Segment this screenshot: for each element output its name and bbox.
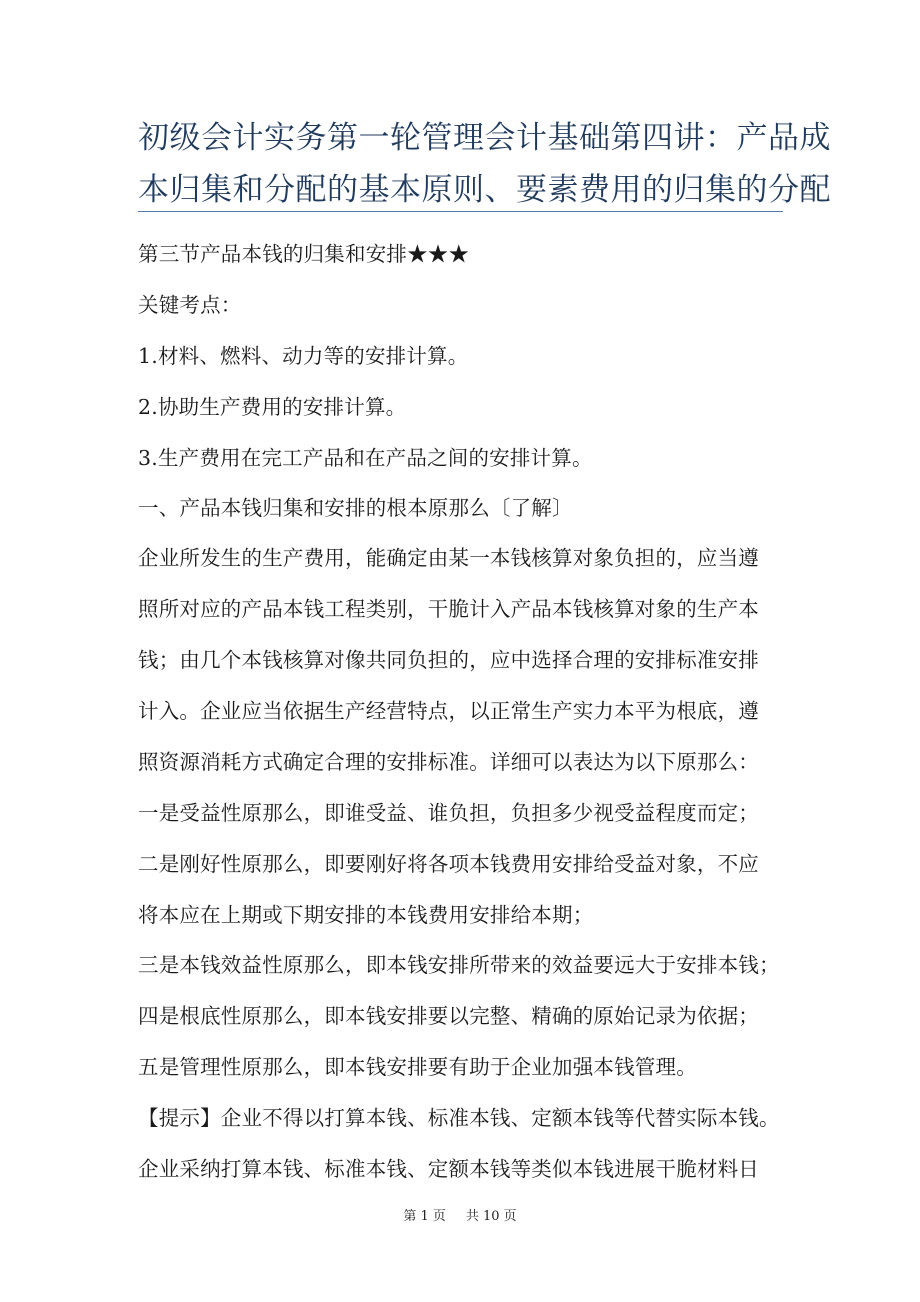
principles [138, 947, 788, 1085]
paragraph-line: 企业采纳打算本钱、标准本钱、定额本钱等类似本钱进展干脆材料日 [138, 1157, 759, 1181]
title-line-2: 本归集和分配的基本原则、要素费用的归集的分配 [138, 172, 831, 208]
section-heading: 第三节产品本钱的归集和安排★★★ [138, 242, 470, 266]
principle-line: 三是本钱效益性原那么，即本钱安排所带来的效益要远大于安排本钱； [138, 953, 780, 977]
paragraph-line: 照所对应的产品本钱工程类别，干脆计入产品本钱核算对象的生产本 [138, 597, 759, 621]
tip-note: 【提示】企业不得以打算本钱、标准本钱、定额本钱等代替实际本钱。 [138, 1106, 780, 1130]
principle-line: 四是根底性原那么，即本钱安排要以完整、精确的原始记录为依据； [138, 1004, 759, 1028]
principle-line: 五是管理性原那么，即本钱安排要有助于企业加强本钱管理。 [138, 1055, 697, 1079]
paragraph-line: 计入。企业应当依据生产经营特点，以正常生产实力本平为根底，遵 [138, 699, 759, 723]
title-line-1: 初级会计实务第一轮管理会计基础第四讲：产品成 [138, 120, 831, 156]
title-divider [138, 211, 783, 212]
paragraph-line: 照资源消耗方式确定合理的安排标准。详细可以表达为以下原那么： [138, 750, 759, 774]
key-points-label: 关键考点： [138, 293, 242, 317]
paragraph-line: 将本应在上期或下期安排的本钱费用安排给本期； [138, 903, 594, 927]
paragraph-line: 一是受益性原那么，即谁受益、谁负担，负担多少视受益程度而定； [138, 801, 759, 825]
paragraph [138, 540, 788, 933]
page-total: 共 10 页 [465, 1209, 517, 1224]
page-footer [0, 1205, 920, 1224]
paragraph-line: 钱；由几个本钱核算对像共同负担的，应中选择合理的安排标准安排 [138, 648, 759, 672]
subheading: 一、产品本钱归集和安排的根本原那么〔了解〕 [138, 496, 573, 520]
page-number: 第 1 页 [403, 1209, 446, 1224]
document-title [138, 112, 831, 216]
key-point-1: 1.材料、燃料、动力等的安排计算。 [138, 344, 469, 368]
key-point-2: 2.协助生产费用的安排计算。 [138, 395, 407, 419]
document-body [138, 236, 788, 1187]
paragraph-line: 二是刚好性原那么，即要刚好将各项本钱费用安排给受益对象，不应 [138, 852, 759, 876]
key-point-3: 3.生产费用在完工产品和在产品之间的安排计算。 [138, 446, 593, 470]
paragraph-line: 企业所发生的生产费用，能确定由某一本钱核算对象负担的，应当遵 [138, 546, 759, 570]
